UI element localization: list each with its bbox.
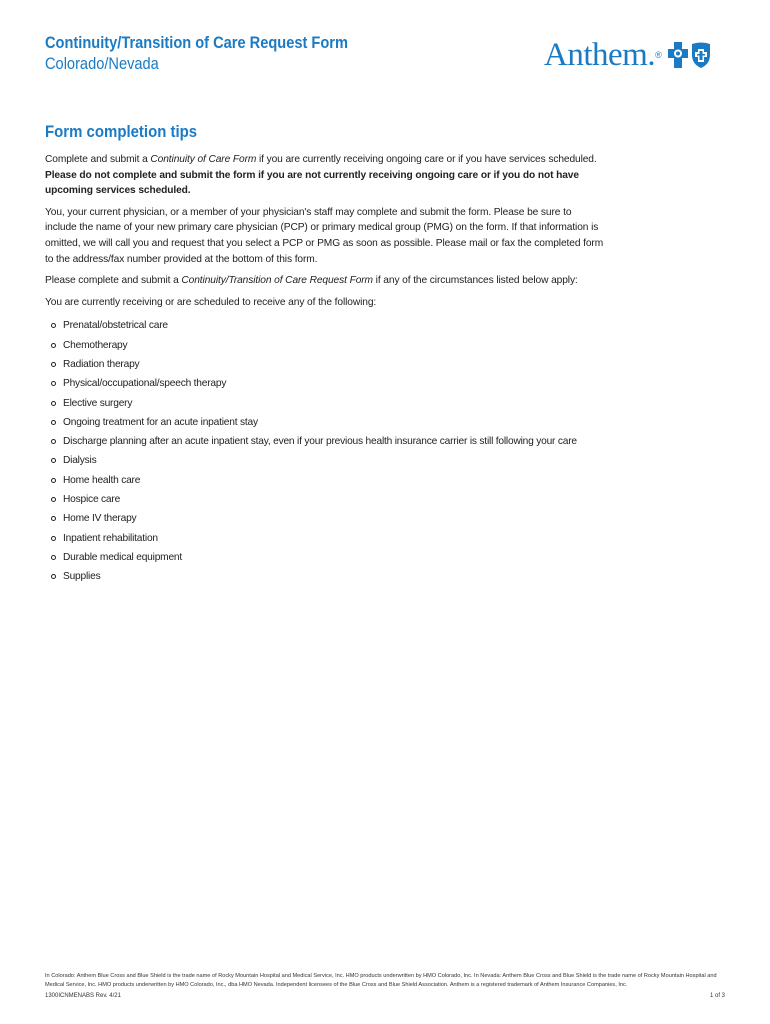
bullet-icon xyxy=(51,574,56,579)
services-list xyxy=(45,316,605,586)
list-item: Supplies xyxy=(45,567,605,586)
bullet-icon xyxy=(51,323,56,328)
bullet-icon xyxy=(51,362,56,367)
logo-wordmark: Anthem. xyxy=(544,37,656,73)
page-number: 1 of 3 xyxy=(709,993,725,999)
bullet-icon xyxy=(51,458,56,463)
form-code: 1300ICNMENABS Rev. 4/21 xyxy=(45,993,121,999)
list-item: Home health care xyxy=(45,471,605,490)
blue-shield-icon xyxy=(690,41,712,69)
list-item: Ongoing treatment for an acute inpatient stay xyxy=(45,413,605,432)
list-item: Discharge planning after an acute inpatient stay, even if your previous health insurance carrier is still following your care xyxy=(45,432,605,451)
list-item: Durable medical equipment xyxy=(45,548,605,567)
list-item: Physical/occupational/speech therapy xyxy=(45,374,605,393)
list-item: Hospice care xyxy=(45,490,605,509)
list-item: Prenatal/obstetrical care xyxy=(45,316,605,335)
list-item: Home IV therapy xyxy=(45,509,605,528)
list-item: Inpatient rehabilitation xyxy=(45,529,605,548)
bullet-icon xyxy=(51,439,56,444)
list-item: Elective surgery xyxy=(45,394,605,413)
tips-paragraph-3: Please complete and submit a Continuity/Transition of Care Request Form if any of the circumstances listed below apply: xyxy=(45,275,578,287)
bullet-icon xyxy=(51,420,56,425)
legal-footer: In Colorado: Anthem Blue Cross and Blue Shield is the trade name of Rocky Mountain Hospital and Medical Service, Inc. HMO products underwritten by HMO Colorado, Inc. In Nevada: Anthem Blue Cross and Blue Shield is the trade name of Rocky Mountain Hospital and Medical Service, Inc. HMO products underwritten by HMO Colorado, Inc., dba HMO Nevada. Independent licensees of the Blue Cross and Blue Shield Association. Anthem is a registered trademark of Anthem Insurance Companies, Inc. xyxy=(45,973,717,988)
registered-mark: ® xyxy=(655,50,662,60)
form-subtitle: Colorado/Nevada xyxy=(45,54,159,73)
list-item: Chemotherapy xyxy=(45,336,605,355)
anthem-logo xyxy=(544,37,712,73)
bullet-icon xyxy=(51,516,56,521)
blue-cross-icon xyxy=(667,41,689,69)
list-item: Dialysis xyxy=(45,451,605,470)
tips-paragraph-4: You are currently receiving or are scheduled to receive any of the following: xyxy=(45,296,377,308)
bullet-icon xyxy=(51,381,56,386)
form-completion-tips xyxy=(45,122,605,587)
tips-warning: Please do not complete and submit the form if you are not currently receiving ongoing care or if you do not have upcoming services scheduled. xyxy=(45,169,579,197)
form-title: Continuity/Transition of Care Request Form xyxy=(45,33,348,52)
bullet-icon xyxy=(51,343,56,348)
bullet-icon xyxy=(51,555,56,560)
bullet-icon xyxy=(51,536,56,541)
section-heading: Form completion tips xyxy=(45,122,198,141)
bullet-icon xyxy=(51,478,56,483)
tips-paragraph-2: You, your current physician, or a member of your physician's staff may complete and submit the form. Please be sure to include the name of your new primary care physician (PCP) or primary medical group (PMG) on the form. If that information is omitted, we will call you and request that you select a PCP or PMG as soon as possible. Please mail or fax the completed form to the address/fax number provided at the bottom of this form. xyxy=(45,206,604,265)
bullet-icon xyxy=(51,497,56,502)
bullet-icon xyxy=(51,401,56,406)
list-item: Radiation therapy xyxy=(45,355,605,374)
tips-paragraph-1: Complete and submit a Continuity of Care Form if you are currently receiving ongoing care or if you have services scheduled. Please do not complete and submit the form if you are not currently receiving ongoing care or if you do not have upcoming services scheduled. xyxy=(45,154,597,197)
